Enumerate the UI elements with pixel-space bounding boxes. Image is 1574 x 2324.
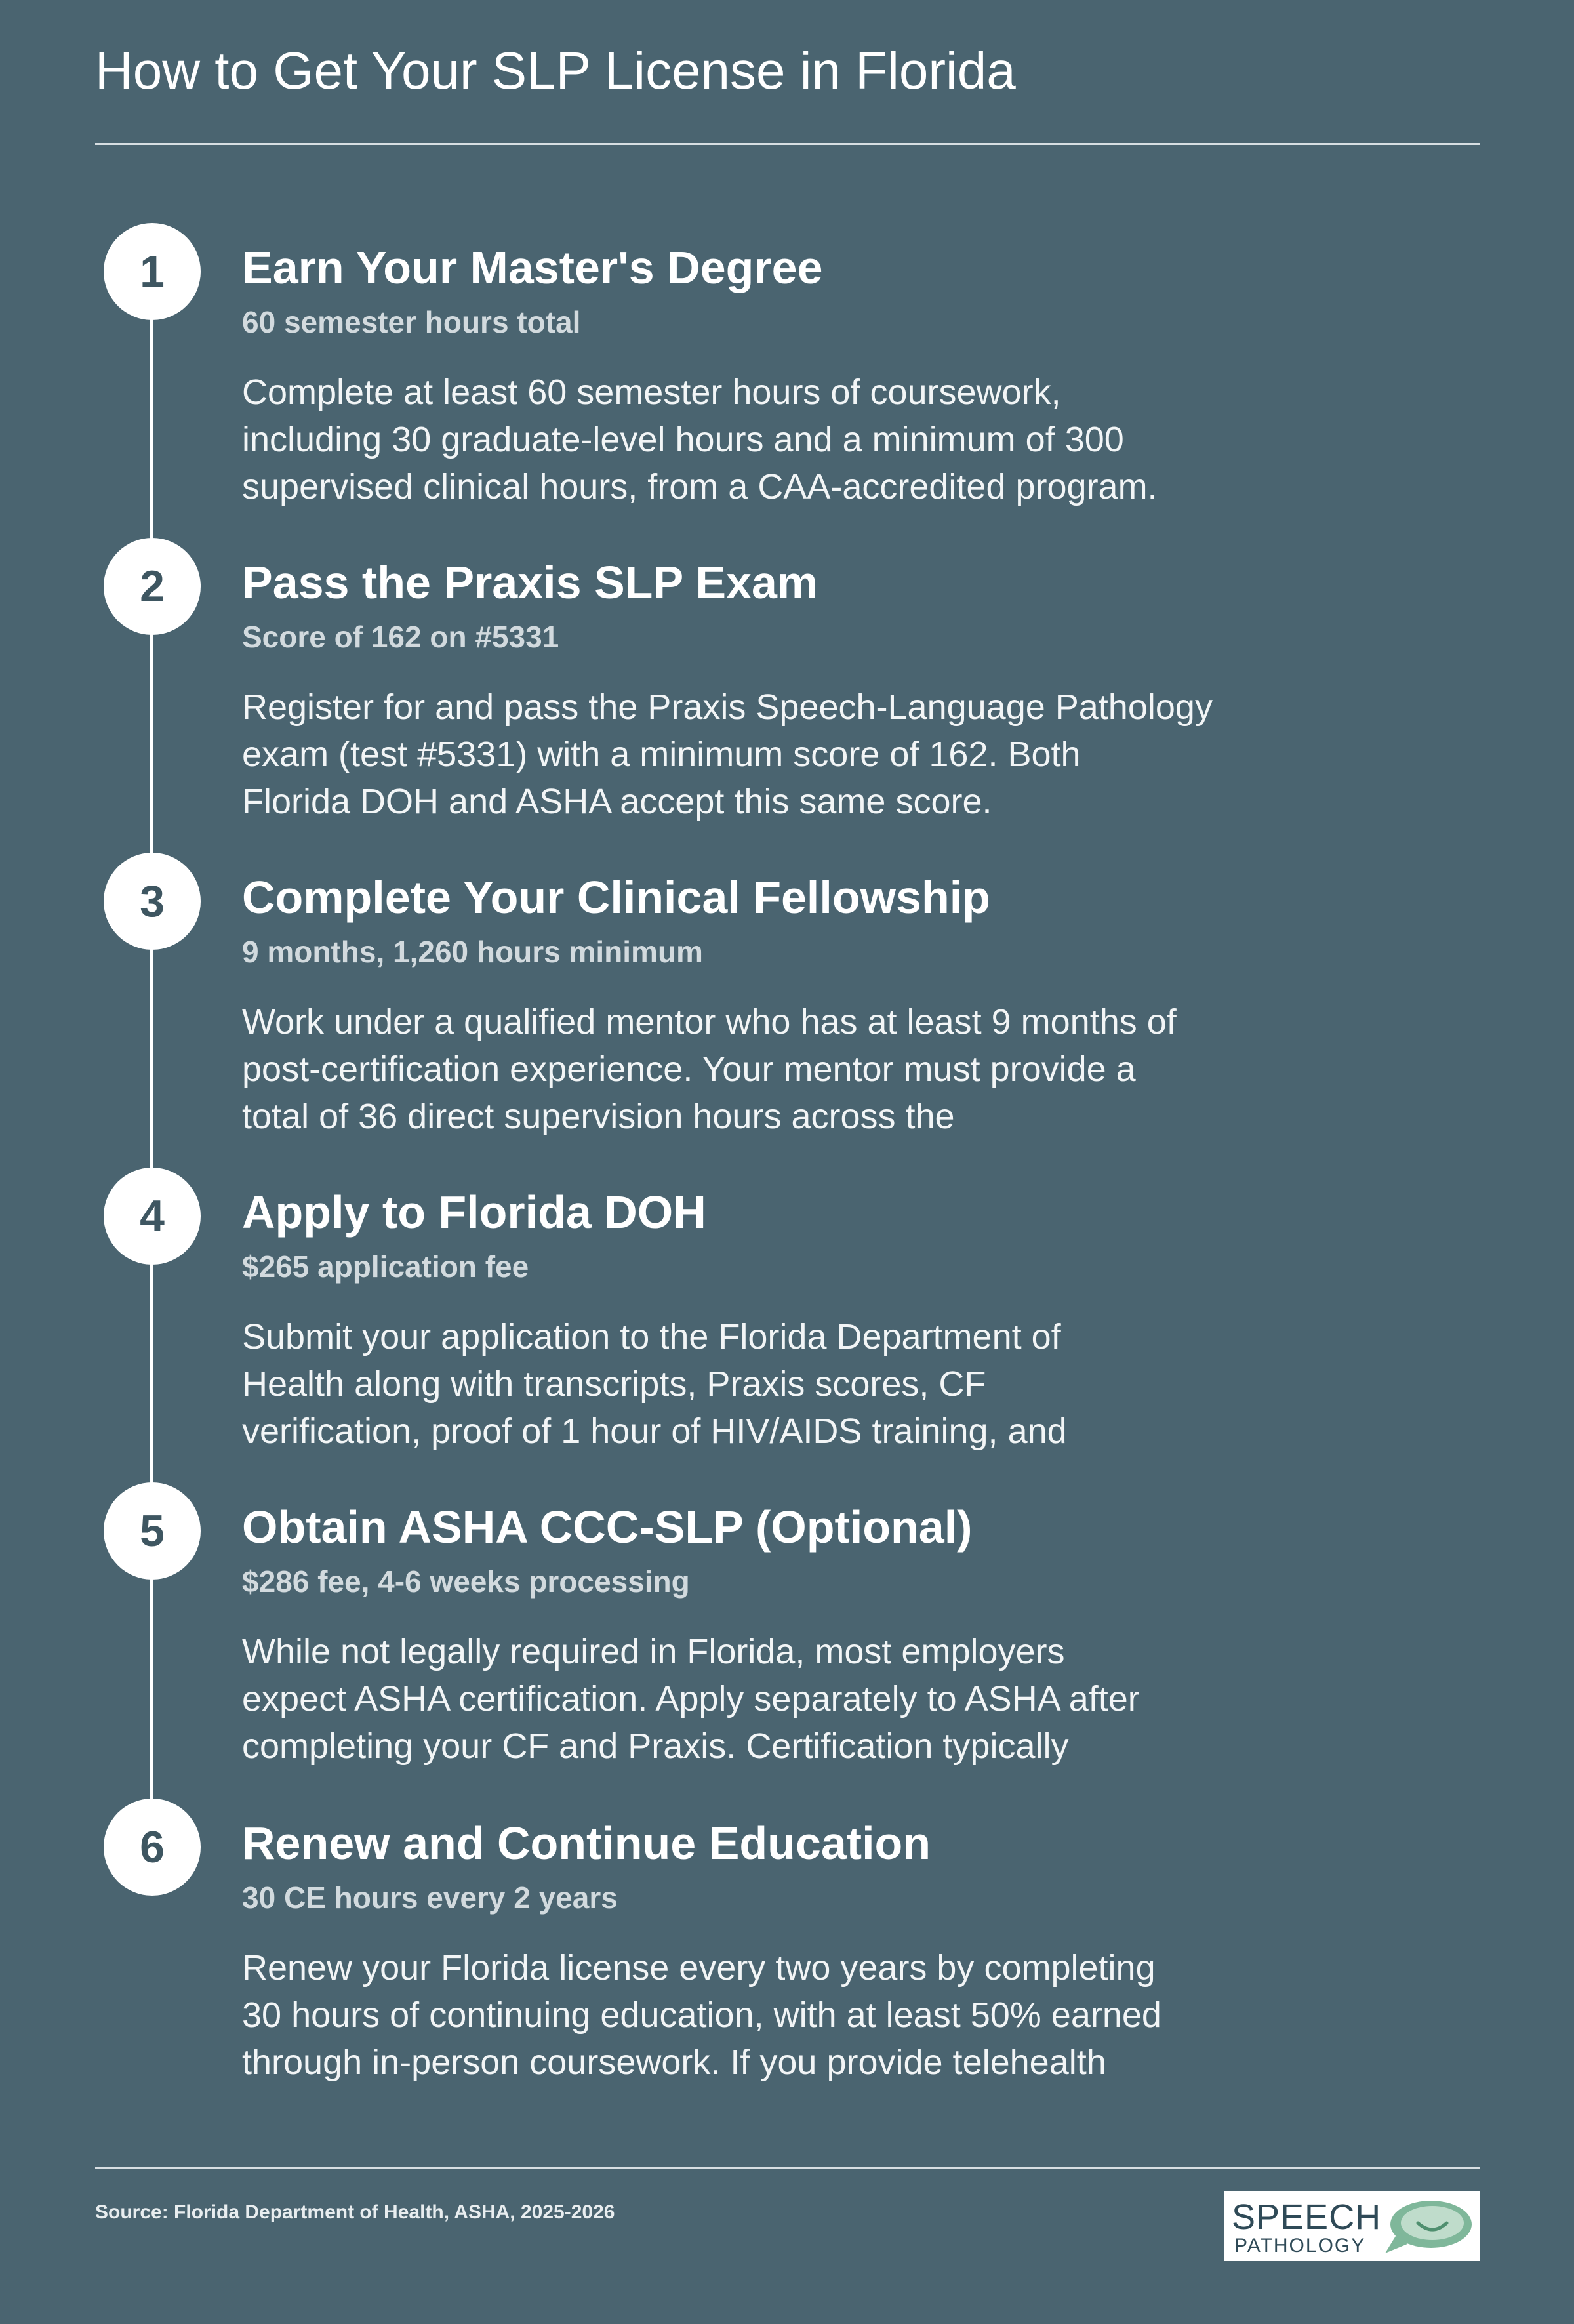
step-description: Renew your Florida license every two years by completing 30 hours of continuing education, with at least 50% earned through in-person coursework. If you provide telehealth (242, 1948, 1161, 2082)
step-number-badge: 4 (104, 1168, 201, 1265)
step-6 (0, 1799, 1574, 2113)
step-number-badge: 3 (104, 853, 201, 950)
step-1 (0, 223, 1574, 538)
step-subtitle: $265 application fee (242, 1250, 529, 1284)
step-subtitle: Score of 162 on #5331 (242, 620, 559, 654)
source-citation: Source: Florida Department of Health, ASHA, 2025-2026 (95, 2201, 615, 2223)
page-title: How to Get Your SLP License in Florida (95, 41, 1016, 100)
step-title: Apply to Florida DOH (242, 1187, 706, 1238)
step-description: Submit your application to the Florida Department of Health along with transcripts, Praxis scores, CF verification, proof of 1 hour of HIV/AIDS training, and (242, 1317, 1067, 1451)
step-description: Complete at least 60 semester hours of coursework, including 30 graduate-level hours and a minimum of 300 supervised clinical hours, from a CAA-accredited program. (242, 373, 1158, 506)
step-title: Renew and Continue Education (242, 1818, 931, 1869)
step-5 (0, 1482, 1574, 1797)
step-subtitle: 9 months, 1,260 hours minimum (242, 935, 703, 969)
step-description: Work under a qualified mentor who has at least 9 months of post-certification experience. Your mentor must provide a total of 36 direct supervision hours across the (242, 1002, 1177, 1136)
step-title: Earn Your Master's Degree (242, 242, 823, 293)
step-subtitle: $286 fee, 4-6 weeks processing (242, 1564, 690, 1599)
step-number-badge: 6 (104, 1799, 201, 1896)
step-number-badge: 1 (104, 223, 201, 320)
step-3 (0, 853, 1574, 1168)
step-description: While not legally required in Florida, most employers expect ASHA certification. Apply separately to ASHA after completing your CF and Praxis. Certification typically (242, 1632, 1140, 1766)
step-title: Complete Your Clinical Fellowship (242, 872, 990, 923)
header-divider (95, 143, 1480, 145)
footer-divider (95, 2167, 1480, 2169)
step-number-badge: 2 (104, 538, 201, 635)
step-2 (0, 538, 1574, 853)
step-title: Pass the Praxis SLP Exam (242, 557, 818, 608)
logo-word-speech: SPEECH (1232, 2197, 1382, 2237)
step-subtitle: 60 semester hours total (242, 305, 581, 339)
step-4 (0, 1168, 1574, 1482)
step-number-badge: 5 (104, 1482, 201, 1580)
step-subtitle: 30 CE hours every 2 years (242, 1881, 618, 1915)
logo-word-pathology: PATHOLOGY (1234, 2235, 1366, 2256)
speech-pathology-logo (1224, 2191, 1480, 2261)
step-description: Register for and pass the Praxis Speech-Language Pathology exam (test #5331) with a minimum score of 162. Both Florida DOH and ASHA accept this same score. (242, 687, 1213, 821)
speech-bubble-smile-icon (1384, 2197, 1474, 2256)
step-title: Obtain ASHA CCC-SLP (Optional) (242, 1501, 973, 1553)
